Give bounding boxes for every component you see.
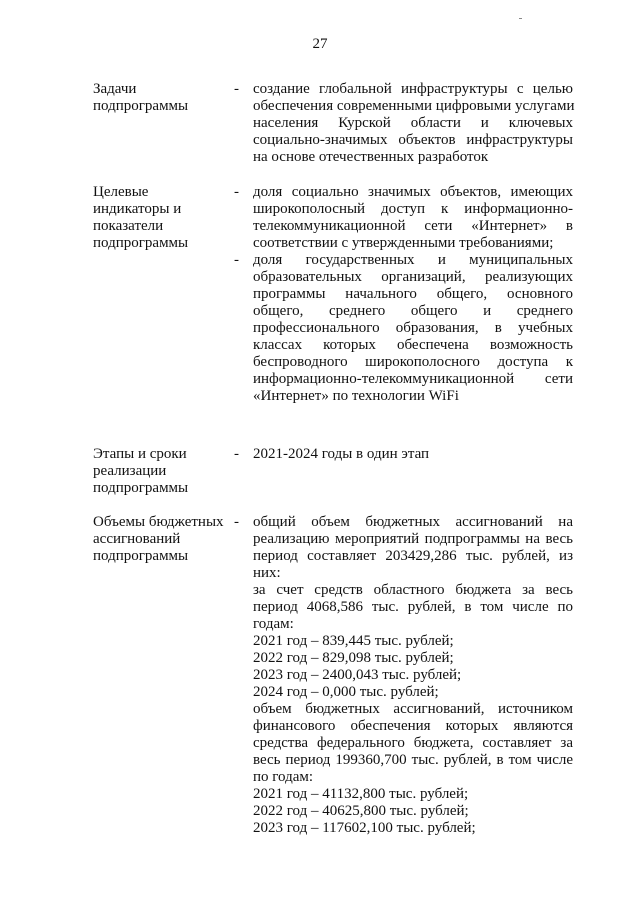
budget-details: за счет средств областного бюджета за весь период 4068,586 тыс. рублей, в том числе по годам: 2021 год – 839,445 тыс. рублей; 2022 год – 829,098 тыс. рублей; 2023 год – 2400,043 тыс. рублей; 2024 год – 0,000 тыс. рублей; объем бюджетных ассигнований, источником финансового обеспечения которых являются средства федерального бюджета, составляет за весь период 199360,700 тыс. рублей, в том числе по годам: 2021 год – 41132,800 тыс. рублей; 2022 год – 40625,800 тыс. рублей; 2023 год – 117602,100 тыс. рублей; xyxy=(253,582,573,836)
section-label: Целевые индикаторы и показатели подпрограммы xyxy=(93,184,189,251)
dash-marker: - xyxy=(234,81,239,97)
list-item: - 2021-2024 годы в один этап xyxy=(234,446,430,462)
list-item: - общий объем бюджетных ассигнований на реализацию мероприятий подпрограммы на весь период составляет 203429,286 тыс. рублей, из них: xyxy=(234,514,573,581)
section-label: Этапы и сроки реализации подпрограммы xyxy=(93,446,189,496)
section-content xyxy=(234,446,573,463)
scan-mark xyxy=(519,18,522,19)
page-number: 27 xyxy=(312,36,328,52)
section-label: Объемы бюджетных ассигнований подпрограммы xyxy=(93,514,224,564)
dash-marker: - xyxy=(234,184,239,200)
list-item: - создание глобальной инфраструктуры с целью обеспечения современными цифровыми услугами населения Курской области и ключевых социально-значимых объектов инфраструктуры на основе отечественных разработок xyxy=(234,81,575,165)
dash-marker: - xyxy=(234,252,239,268)
list-item: - доля государственных и муниципальных образовательных организаций, реализующих программы начального общего, основного общего, среднего общего и среднего профессионального образования, в учебных классах которых обеспечена возможность беспроводного широкополосного доступа к информационно-телекоммуникационной сети «Интернет» по технологии WiFi xyxy=(234,252,573,404)
section-content xyxy=(234,184,573,405)
dash-marker: - xyxy=(234,446,239,462)
section-label: Задачи подпрограммы xyxy=(93,81,189,114)
list-item: - доля социально значимых объектов, имеющих широкополосный доступ к информационно- телекоммуникационной сети «Интернет» в соответствии с утвержденными требованиями; xyxy=(234,184,573,251)
dash-marker: - xyxy=(234,514,239,530)
section-content xyxy=(234,81,573,166)
section-content xyxy=(234,514,573,837)
